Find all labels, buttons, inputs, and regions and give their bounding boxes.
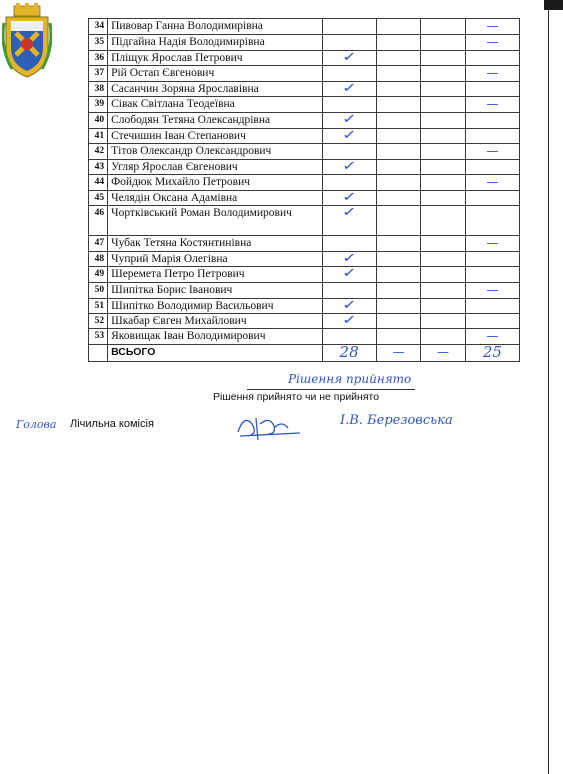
- totals-label: ВСЬОГО: [108, 344, 322, 361]
- vote-no: [376, 51, 421, 66]
- row-number: 43: [89, 159, 108, 174]
- member-name: Пліщук Ярослав Петрович: [108, 51, 322, 66]
- voting-rows: [89, 19, 520, 345]
- vote-no: [376, 19, 421, 35]
- table-row: [89, 206, 520, 236]
- decision-signature-line: [247, 389, 415, 390]
- member-name: Слободян Тетяна Олександрівна: [108, 113, 322, 128]
- vote-abstain: [421, 159, 466, 174]
- row-number: 41: [89, 128, 108, 143]
- table-row: [89, 252, 520, 267]
- table-row: [89, 35, 520, 51]
- vote-absent: [465, 313, 519, 328]
- decision-caption: Рішення прийнято чи не прийнято: [213, 391, 380, 403]
- vote-no: [376, 97, 421, 113]
- member-name: Рій Остап Євгенович: [108, 66, 322, 82]
- row-number: 45: [89, 190, 108, 205]
- table-row: [89, 19, 520, 35]
- vote-yes: [322, 128, 376, 143]
- table-row: [89, 313, 520, 328]
- dash-mark-icon: —: [486, 66, 499, 81]
- member-name: Чуприй Марія Олегівна: [108, 252, 322, 267]
- vote-abstain: [421, 190, 466, 205]
- vote-yes: [322, 19, 376, 35]
- vote-abstain: [421, 143, 466, 159]
- row-number: 49: [89, 267, 108, 282]
- vote-abstain: [421, 267, 466, 282]
- dash-mark-icon: —: [486, 282, 499, 297]
- vote-absent: [465, 66, 519, 82]
- vote-yes: [322, 35, 376, 51]
- table-row: [89, 159, 520, 174]
- vote-no: [376, 113, 421, 128]
- vote-absent: [465, 267, 519, 282]
- totals-abstain-value: —: [437, 344, 450, 359]
- vote-no: [376, 328, 421, 344]
- vote-absent: [465, 82, 519, 97]
- row-number: 39: [89, 97, 108, 113]
- table-row: [89, 267, 520, 282]
- vote-no: [376, 174, 421, 190]
- vote-no: [376, 206, 421, 236]
- member-name: Шипітко Володимир Васильович: [108, 298, 322, 313]
- table-row: [89, 97, 520, 113]
- row-number: 35: [89, 35, 108, 51]
- vote-absent: [465, 252, 519, 267]
- dash-mark-icon: —: [486, 143, 499, 158]
- page-edge-line: [548, 0, 549, 774]
- vote-yes: [322, 190, 376, 205]
- vote-absent: [465, 174, 519, 190]
- vote-no: [376, 236, 421, 252]
- signature-scribble: [230, 410, 305, 444]
- check-mark-icon: ✓: [341, 81, 357, 97]
- table-row: [89, 282, 520, 298]
- vote-yes: [322, 82, 376, 97]
- vote-yes: [322, 282, 376, 298]
- member-name: Підгайна Надія Володимирівна: [108, 35, 322, 51]
- vote-yes: [322, 313, 376, 328]
- dash-mark-icon: —: [486, 174, 499, 189]
- row-number: 37: [89, 66, 108, 82]
- vote-absent: [465, 113, 519, 128]
- check-mark-icon: ✓: [341, 266, 357, 282]
- vote-no: [376, 298, 421, 313]
- totals-absent-value: 25: [482, 342, 502, 361]
- check-mark-icon: ✓: [341, 251, 357, 267]
- table-row: [89, 143, 520, 159]
- city-coat-of-arms: [2, 3, 52, 79]
- totals-num-cell: [89, 344, 108, 361]
- vote-abstain: [421, 66, 466, 82]
- member-name: Чортківський Роман Володимирович: [108, 206, 322, 236]
- vote-no: [376, 128, 421, 143]
- vote-yes: [322, 174, 376, 190]
- vote-yes: [322, 51, 376, 66]
- vote-yes: [322, 298, 376, 313]
- table-row: [89, 174, 520, 190]
- row-number: 52: [89, 313, 108, 328]
- vote-abstain: [421, 51, 466, 66]
- vote-yes: [322, 66, 376, 82]
- row-number: 50: [89, 282, 108, 298]
- totals-row: [89, 344, 520, 361]
- vote-abstain: [421, 298, 466, 313]
- member-name: Фойдюк Михайло Петрович: [108, 174, 322, 190]
- vote-absent: [465, 35, 519, 51]
- check-mark-icon: ✓: [341, 297, 357, 313]
- table-row: [89, 113, 520, 128]
- vote-yes: [322, 236, 376, 252]
- table-row: [89, 66, 520, 82]
- vote-absent: [465, 298, 519, 313]
- member-name: Шипітка Борис Іванович: [108, 282, 322, 298]
- check-mark-icon: ✓: [341, 50, 357, 65]
- row-number: 47: [89, 236, 108, 252]
- check-mark-icon: ✓: [341, 127, 357, 143]
- vote-absent: [465, 128, 519, 143]
- member-name: Шеремета Петро Петрович: [108, 267, 322, 282]
- row-number: 46: [89, 206, 108, 236]
- check-mark-icon: ✓: [341, 112, 357, 128]
- vote-yes: [322, 113, 376, 128]
- vote-yes: [322, 159, 376, 174]
- vote-abstain: [421, 174, 466, 190]
- table-row: [89, 298, 520, 313]
- vote-abstain: [421, 35, 466, 51]
- member-name: Угляр Ярослав Євгенович: [108, 159, 322, 174]
- vote-no: [376, 35, 421, 51]
- vote-absent: [465, 236, 519, 252]
- vote-abstain: [421, 252, 466, 267]
- vote-abstain: [421, 236, 466, 252]
- table-row: [89, 82, 520, 97]
- head-handwritten-label: Голова: [16, 418, 57, 431]
- vote-no: [376, 313, 421, 328]
- dash-mark-icon: —: [486, 19, 499, 33]
- member-name: Шкабар Євген Михайлович: [108, 313, 322, 328]
- vote-absent: [465, 190, 519, 205]
- vote-no: [376, 267, 421, 282]
- row-number: 53: [89, 328, 108, 344]
- row-number: 34: [89, 19, 108, 35]
- row-number: 42: [89, 143, 108, 159]
- dash-mark-icon: —: [486, 236, 499, 251]
- vote-absent: [465, 97, 519, 113]
- member-name: Челядін Оксана Адамівна: [108, 190, 322, 205]
- vote-no: [376, 282, 421, 298]
- vote-yes: [322, 143, 376, 159]
- row-number: 36: [89, 51, 108, 66]
- vote-abstain: [421, 97, 466, 113]
- member-name: Сівак Світлана Теодеївна: [108, 97, 322, 113]
- vote-no: [376, 252, 421, 267]
- vote-no: [376, 190, 421, 205]
- vote-yes: [322, 97, 376, 113]
- vote-abstain: [421, 113, 466, 128]
- member-name: Тітов Олександр Олександрович: [108, 143, 322, 159]
- vote-abstain: [421, 328, 466, 344]
- member-name: Сасанчин Зоряна Ярославівна: [108, 82, 322, 97]
- dash-mark-icon: —: [486, 328, 499, 343]
- voting-results-table: [88, 18, 520, 362]
- vote-yes: [322, 267, 376, 282]
- vote-absent: [465, 51, 519, 66]
- check-mark-icon: ✓: [341, 158, 357, 174]
- table-row: [89, 190, 520, 205]
- check-mark-icon: ✓: [341, 205, 357, 221]
- commission-member-signature: І.В. Березовська: [340, 413, 453, 428]
- member-name: Стечишин Іван Степанович: [108, 128, 322, 143]
- member-name: Пивовар Ганна Володимирівна: [108, 19, 322, 35]
- vote-absent: [465, 282, 519, 298]
- dash-mark-icon: —: [486, 97, 499, 112]
- vote-no: [376, 143, 421, 159]
- totals-abstain: [421, 344, 466, 361]
- decision-handwritten: Рішення прийнято: [288, 372, 412, 386]
- vote-absent: [465, 143, 519, 159]
- member-name: Яковищак Іван Володимирович: [108, 328, 322, 344]
- table-row: [89, 51, 520, 66]
- member-name: Чубак Тетяна Костянтинівна: [108, 236, 322, 252]
- vote-no: [376, 159, 421, 174]
- counting-commission-label: Лічильна комісія: [70, 418, 154, 430]
- page-corner-mark: [544, 0, 563, 10]
- vote-abstain: [421, 313, 466, 328]
- row-number: 44: [89, 174, 108, 190]
- row-number: 40: [89, 113, 108, 128]
- dash-mark-icon: —: [486, 35, 499, 49]
- row-number: 48: [89, 252, 108, 267]
- vote-abstain: [421, 282, 466, 298]
- vote-yes: [322, 252, 376, 267]
- totals-no-value: —: [392, 344, 405, 359]
- vote-abstain: [421, 19, 466, 35]
- vote-no: [376, 82, 421, 97]
- vote-no: [376, 66, 421, 82]
- vote-abstain: [421, 206, 466, 236]
- totals-absent: [465, 344, 519, 361]
- row-number: 51: [89, 298, 108, 313]
- vote-abstain: [421, 82, 466, 97]
- check-mark-icon: ✓: [341, 312, 357, 328]
- vote-absent: [465, 19, 519, 35]
- table-row: [89, 236, 520, 252]
- table-row: [89, 328, 520, 344]
- row-number: 38: [89, 82, 108, 97]
- vote-abstain: [421, 128, 466, 143]
- check-mark-icon: ✓: [341, 189, 357, 205]
- totals-yes-value: 28: [339, 342, 359, 361]
- table-row: [89, 128, 520, 143]
- totals-yes: [322, 344, 376, 361]
- vote-absent: [465, 206, 519, 236]
- totals-no: [376, 344, 421, 361]
- vote-absent: [465, 159, 519, 174]
- vote-yes: [322, 206, 376, 236]
